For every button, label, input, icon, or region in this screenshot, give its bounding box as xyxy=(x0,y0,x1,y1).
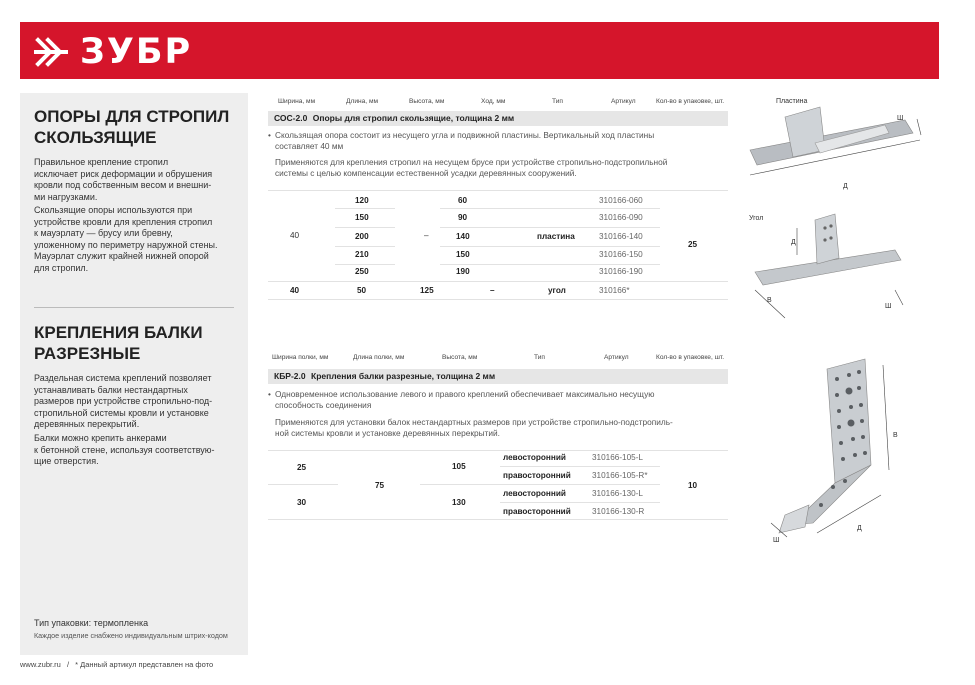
dim-v: В xyxy=(893,432,898,439)
cell-article: 310166-130-L xyxy=(592,489,643,498)
section2-para2 xyxy=(34,433,242,468)
product2-desc1 xyxy=(275,389,727,411)
text-line: кровли под собственным весом и внешни- xyxy=(34,180,212,190)
cell-height: 125 xyxy=(420,286,434,295)
cell-width: 25 xyxy=(297,463,307,472)
cell-article: 310166-060 xyxy=(599,196,643,205)
text-line: ОПОРЫ ДЛЯ СТРОПИЛ xyxy=(34,107,230,126)
section2-para1 xyxy=(34,373,242,431)
cell-type: угол xyxy=(548,286,566,295)
section1-title xyxy=(34,106,229,148)
sidebar-divider xyxy=(34,307,234,308)
product2-code: КБР-2.0 xyxy=(274,371,306,381)
cell-height: 130 xyxy=(452,498,466,507)
cell-length: 200 xyxy=(355,232,369,241)
cell-article: 310166-190 xyxy=(599,267,643,276)
cell-qty: 10 xyxy=(688,481,698,490)
col-header: Высота, мм xyxy=(409,98,445,105)
dim-d: Д xyxy=(843,183,848,190)
cell-width: 30 xyxy=(297,498,307,507)
col-header: Длина, мм xyxy=(346,98,379,105)
brand-header xyxy=(20,22,939,79)
col-header: Артикул xyxy=(604,354,629,361)
cell-width: 40 xyxy=(290,286,300,295)
dim-sh: Ш xyxy=(897,115,904,122)
text-line: исключает риск деформации и обрушения xyxy=(34,168,213,179)
section1-para1 xyxy=(34,157,242,203)
section1-para2 xyxy=(34,205,242,274)
angle-diagram xyxy=(745,210,920,320)
cell-travel: 150 xyxy=(456,250,470,259)
product1-code: СОС-2.0 xyxy=(274,113,308,123)
col-header: Кол-во в упаковке, шт. xyxy=(656,98,725,105)
text-line: Применяются для крепления стропил на несущем брусе при устройстве стропильно-подстропильной xyxy=(275,157,668,167)
product2-title: Крепления балки разрезные, толщина 2 мм xyxy=(311,371,496,381)
cell-length: 50 xyxy=(357,286,367,295)
text-line: системы с целью компенсации естественной усадки деревянных сооружений. xyxy=(275,168,577,178)
text-line: Применяются для установки балок нестандартных размеров при устройстве стропильно-подстропиль- xyxy=(275,417,673,427)
text-line: Скользящие опоры используются при xyxy=(34,205,193,215)
cell-article: 310166-130-R xyxy=(592,507,645,516)
cell-qty: 25 xyxy=(688,240,698,249)
text-line: Раздельная система креплений позволяет xyxy=(34,373,212,383)
text-line: к мауэрлату — брусу или бревну, xyxy=(34,228,173,238)
cell-type: левосторонний xyxy=(503,453,566,462)
text-line: Мауэрлат служит крайней нижней опорой xyxy=(34,251,209,261)
dim-sh: Ш xyxy=(773,537,780,544)
cell-width: 40 xyxy=(290,231,300,240)
beam-bracket-diagram xyxy=(765,355,930,555)
cell-length: 75 xyxy=(375,481,385,490)
cell-travel: 190 xyxy=(456,267,470,276)
sidebar xyxy=(20,93,248,655)
text-line: Одновременное использование левого и правого креплений обеспечивает максимально несущую xyxy=(275,389,655,399)
text-line: Балки можно крепить анкерами xyxy=(34,433,167,443)
text-line: устройстве кровли для крепления стропил xyxy=(34,216,213,227)
col-header: Ширина, мм xyxy=(278,98,316,105)
dim-sh: Ш xyxy=(885,303,892,310)
dim-v: В xyxy=(767,297,772,304)
text-line: стропильной системы кровли и установке xyxy=(34,407,209,418)
text-line: ной системы кровли и установке деревянных перекрытий. xyxy=(275,428,500,438)
cell-travel: 60 xyxy=(458,196,468,205)
product1-desc2 xyxy=(275,157,727,179)
cell-type: правосторонний xyxy=(503,507,571,516)
cell-length: 210 xyxy=(355,250,369,259)
col-header: Ширина полки, мм xyxy=(272,354,329,361)
cell-type: правосторонний xyxy=(503,471,571,480)
text-line: щие отверстия. xyxy=(34,456,99,466)
col-header: Кол-во в упаковке, шт. xyxy=(656,354,725,361)
text-line: уложенному по периметру наружной стены. xyxy=(34,239,218,250)
text-line: способность соединения xyxy=(275,400,372,410)
cell-travel: 90 xyxy=(458,213,468,222)
text-line: составляет 40 мм xyxy=(275,141,344,151)
footer-sep: / xyxy=(66,660,70,669)
cell-article: 310166-105-L xyxy=(592,453,643,462)
col-header: Тип xyxy=(534,354,545,361)
zubr-logo-icon xyxy=(34,34,74,70)
footer xyxy=(20,660,213,669)
cell-article: 310166-150 xyxy=(599,250,643,259)
text-line: СКОЛЬЗЯЩИЕ xyxy=(34,128,157,147)
col-header: Ход, мм xyxy=(481,98,506,105)
text-line: устанавливать балки нестандартных xyxy=(34,384,188,395)
barcode-note: Каждое изделие снабжено индивидуальным штрих-кодом xyxy=(34,631,228,640)
product1-title-band xyxy=(268,111,728,126)
cell-height: 105 xyxy=(452,462,466,471)
text-line: для стропил. xyxy=(34,262,89,273)
plate-label: Пластина xyxy=(776,98,808,105)
cell-type: левосторонний xyxy=(503,489,566,498)
product1-title: Опоры для стропил скользящие, толщина 2 мм xyxy=(312,113,515,123)
col-header: Артикул xyxy=(611,98,636,105)
cell-length: 250 xyxy=(355,267,369,276)
dim-d: Д xyxy=(857,525,862,532)
text-line: деревянных перекрытий. xyxy=(34,419,140,429)
cell-length: 150 xyxy=(355,213,369,222)
cell-article: 310166-090 xyxy=(599,213,643,222)
product2-desc2 xyxy=(275,417,727,439)
col-header: Высота, мм xyxy=(442,354,478,361)
cell-article: 310166-105-R* xyxy=(592,471,648,480)
plate-diagram xyxy=(745,105,925,210)
cell-travel: – xyxy=(490,286,495,295)
text-line: Правильное крепление стропил xyxy=(34,157,169,167)
col-header: Длина полки, мм xyxy=(353,354,405,361)
cell-travel: 140 xyxy=(456,232,470,241)
text-line: РАЗРЕЗНЫЕ xyxy=(34,344,141,363)
col-header: Тип xyxy=(552,98,563,105)
text-line: размеров при устройстве стропильно-под- xyxy=(34,396,213,406)
angle-label: Угол xyxy=(749,215,764,222)
cell-length: 120 xyxy=(355,196,369,205)
text-line: ми нагрузками. xyxy=(34,191,98,202)
site-link[interactable]: www.zubr.ru xyxy=(20,660,61,669)
cell-type: пластина xyxy=(537,232,575,241)
text-line: к бетонной стене, используя соответствую- xyxy=(34,444,215,455)
cell-article: 310166* xyxy=(599,286,630,295)
product1-desc1 xyxy=(275,130,727,152)
brand-logo[interactable] xyxy=(34,32,192,72)
bullet: • xyxy=(268,130,271,140)
bullet: • xyxy=(268,389,271,399)
product2-title-band xyxy=(268,369,728,384)
text-line: КРЕПЛЕНИЯ БАЛКИ xyxy=(34,323,203,342)
pack-type: Тип упаковки: термопленка xyxy=(34,618,149,628)
section2-title xyxy=(34,322,203,364)
cell-article: 310166-140 xyxy=(599,232,643,241)
cell-height: – xyxy=(424,231,429,240)
dim-d: Д xyxy=(791,239,796,246)
footer-note: * Данный артикул представлен на фото xyxy=(75,660,214,669)
text-line: Скользящая опора состоит из несущего угла и подвижной пластины. Вертикальный ход пластины xyxy=(275,130,655,140)
brand-name: ЗУБР xyxy=(80,32,193,72)
